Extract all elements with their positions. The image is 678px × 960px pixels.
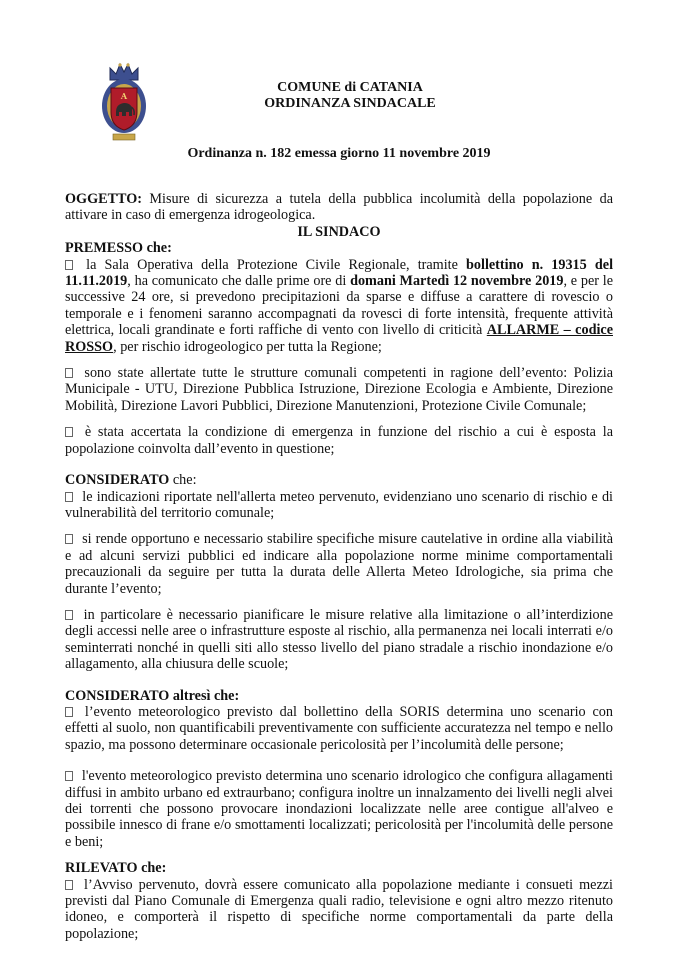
checkbox-glyph-icon [65,427,73,437]
premesso-item-3: è stata accertata la condizione di emergenza in funzione del rischio a cui è esposta la popolazione coinvolta dall’evento in questione; [65,424,613,457]
ordinance-number: Ordinanza n. 182 emessa giorno 11 novembre 2019 [187,146,491,161]
checkbox-glyph-icon [65,260,73,270]
considerato-item-2: si rende opportuno e necessario stabilire specifiche misure cautelative in ordine alla viabilità e ad alcuni servizi pubblici ed indicare alla popolazione norme minime comportamentali precauzionali da seguire per tutta la durata delle Allerta Meteo Idrologiche, sia prima che durante l’evento; [65,531,613,597]
document-type-heading: ORDINANZA SINDACALE [264,96,436,111]
checkbox-glyph-icon [65,771,73,781]
checkbox-glyph-icon [65,707,73,717]
premesso-item-1: la Sala Operativa della Protezione Civile Regionale, tramite bollettino n. 19315 del 11.11.2019, ha comunicato che dalle prime ore di domani Martedì 12 novembre 2019, e per le successive 24 ore, si prevedono precipitazioni da sparse e diffuse a carattere di rovescio o temporale e i fenomeni saranno accompagnati da rovesci di forte intensità, frequente attività elettrica, locali grandinate e forti raffiche di vento con livello di criticità ALLARME – codice ROSSO, per rischio idrogeologico per tutta la Regione; [65,256,614,355]
rilevato-item-1: l’Avviso pervenuto, dovrà essere comunicato alla popolazione mediante i consueti mezzi previsti dal Piano Comunale di Emergenza quali radio, televisione e ogni altro mezzo ritenuto idoneo, e comporterà il rispetto di specifiche norme comportamentali da parte della popolazione; [65,876,613,942]
alert-level: ALLARME – codice ROSSO [65,322,613,355]
considerato-item-1: le indicazioni riportate nell'allerta meteo pervenuto, evidenziano uno scenario di rischio e di vulnerabilità del territorio comunale; [65,488,613,521]
premesso-heading: PREMESSO che: [65,240,172,257]
rilevato-heading: RILEVATO che: [65,860,167,877]
oggetto-paragraph [65,191,613,224]
considerato-item-3: in particolare è necessario pianificare le misure relative alla limitazione o all’interdizione degli accessi nelle aree o infrastrutture esposte al rischio, alla permanenza nei locali interrati e/o seminterrati nonché in quelli siti allo stesso livello del piano stradale a rischio inondazione e/o allagamento, alla chiusura delle scuole; [65,606,613,673]
oggetto-label: OGGETTO: [65,191,142,207]
city-heading: COMUNE di CATANIA [277,80,423,95]
il-sindaco-heading: IL SINDACO [297,223,381,240]
considerato-altresi-item-2: l'evento meteorologico previsto determina uno scenario idrologico che configura allagamenti diffusi in ambito urbano ed extraurbano; configura inoltre un innalzamento dei livelli negli alvei dei torrenti che possono provocare inondazioni localizzate nelle aree contigue all'alveo e possibile innesco di frane e/o smottamenti localizzati; pericolosità per l'incolumità delle persone e beni; [65,768,613,850]
premesso-item-2: sono state allertate tutte le strutture comunali competenti in ragione dell’evento: Polizia Municipale - UTU, Direzione Pubblica Istruzione, Direzione Ecologia e Ambiente, Direzione Mobilità, Direzione Lavori Pubblici, Direzione Manutenzioni, Protezione Civile Comunale; [65,365,613,414]
event-date: domani Martedì 12 novembre 2019 [350,273,564,290]
checkbox-glyph-icon [65,880,73,890]
catania-crest-logo [100,60,148,146]
svg-text:A: A [120,91,128,101]
checkbox-glyph-icon [65,610,73,620]
considerato-altresi-item-1: l’evento meteorologico previsto dal bollettino della SORIS determina uno scenario con effetti al suolo, non quantificabili preventivamente con sufficiente accuratezza nel tempo e nello spazio, ma possono determinare occasionale pericolosità per l’incolumità delle persone; [65,703,613,753]
checkbox-glyph-icon [65,534,73,544]
oggetto-text: Misure di sicurezza a tutela della pubblica incolumità della popolazione da attivare in caso di emergenza idrogeologica. [65,191,613,224]
document-body [65,191,613,942]
checkbox-glyph-icon [65,492,73,502]
bollettino-ref: bollettino n. 19315 del 11.11.2019 [65,256,614,290]
checkbox-glyph-icon [65,368,73,378]
considerato-altresi-heading: CONSIDERATO altresì che: [65,687,240,704]
considerato-heading: CONSIDERATO che: [65,472,197,489]
